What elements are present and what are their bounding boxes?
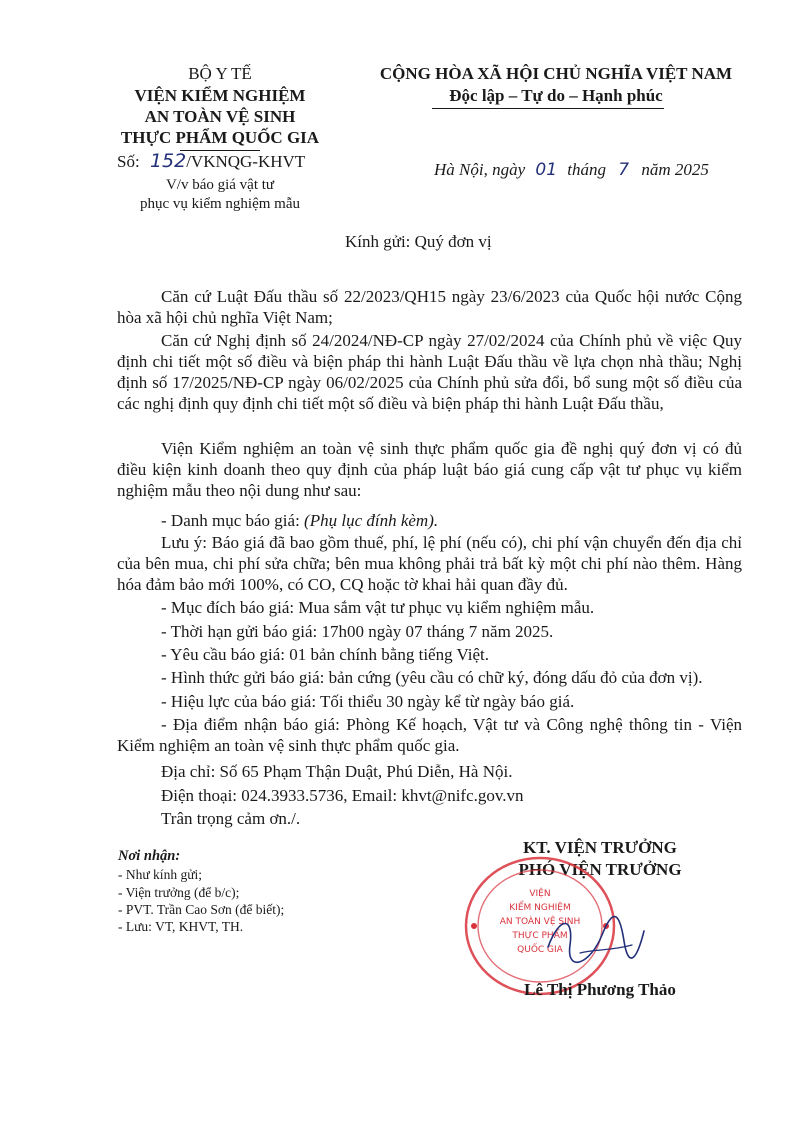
- stamp-text-line: AN TOÀN VỆ SINH: [499, 917, 581, 927]
- paragraph-note: Lưu ý: Báo giá đã bao gồm thuế, phí, lệ phí (nếu có), chi phí vận chuyển đến địa chỉ của bên mua, chi phí sửa chữa; bên mua không phải trả bất kỳ một chi phí nào thêm. Hàng hóa đảm bảo mới 100%, có CO, CQ hoặc tờ khai hải quan đầy đủ.: [117, 533, 742, 594]
- document-number: [117, 150, 305, 172]
- institute-name-line3: THỰC PHẨM QUỐC GIA: [120, 128, 320, 147]
- item-purpose: - Mục đích báo giá: Mua sắm vật tư phục vụ kiểm nghiệm mẫu.: [161, 598, 595, 617]
- motto: Độc lập – Tự do – Hạnh phúc: [449, 86, 663, 105]
- signatory-name: Lê Thị Phương Thảo: [524, 980, 676, 999]
- number-suffix: /VKNQG-KHVT: [186, 152, 306, 171]
- ministry-name: BỘ Y TẾ: [188, 64, 252, 83]
- stamp-text-line: QUỐC GIA: [517, 945, 563, 955]
- date-place: Hà Nội, ngày: [434, 160, 526, 179]
- item-form: - Hình thức gửi báo giá: bản cứng (yêu cầu có chữ ký, đóng dấu đỏ của đơn vị).: [161, 668, 703, 687]
- catalog-label: - Danh mục báo giá:: [161, 511, 300, 530]
- stamp-text-line: KIỂM NGHIỆM: [509, 903, 571, 913]
- date-month-label: tháng: [567, 160, 607, 179]
- number-handwritten: 152: [149, 150, 187, 172]
- recipient-item: - Viện trưởng (để b/c);: [118, 885, 240, 900]
- stamp-text-line: THỰC PHẨM: [512, 931, 568, 941]
- institute-name-line1: VIỆN KIỂM NGHIỆM: [134, 86, 306, 105]
- motto-underline: [432, 108, 664, 109]
- item-location: - Địa điểm nhận báo giá: Phòng Kế hoạch, Vật tư và Công nghệ thông tin - Viện Kiểm nghiệm an toàn vệ sinh thực phẩm quốc gia.: [117, 715, 742, 755]
- closing: Trân trọng cảm ơn./.: [161, 809, 301, 828]
- recipient-item: - Như kính gửi;: [118, 867, 203, 882]
- date-day: 01: [535, 160, 558, 180]
- date-month: 7: [618, 160, 630, 180]
- stamp-star-icon: [471, 923, 477, 929]
- subject-line2: phục vụ kiểm nghiệm mẫu: [140, 196, 300, 212]
- number-prefix: Số:: [117, 152, 140, 171]
- signature-role-line2: PHÓ VIỆN TRƯỞNG: [518, 860, 682, 879]
- salutation: Kính gửi: Quý đơn vị: [345, 232, 492, 251]
- contact-info: Điện thoại: 024.3933.5736, Email: khvt@nifc.gov.vn: [161, 786, 524, 805]
- country-name: CỘNG HÒA XÃ HỘI CHỦ NGHĨA VIỆT NAM: [379, 64, 733, 83]
- signature-role-line1: KT. VIỆN TRƯỞNG: [523, 838, 677, 857]
- institute-name-line2: AN TOÀN VỆ SINH: [144, 107, 296, 126]
- subject-line1: V/v báo giá vật tư: [165, 177, 275, 193]
- recipient-item: - Lưu: VT, KHVT, TH.: [118, 919, 244, 934]
- paragraph-legal-basis-2: Căn cứ Nghị định số 24/2024/NĐ-CP ngày 27/02/2024 của Chính phủ về việc Quy định chi tiết một số điều và biện pháp thi hành Luật Đấu thầu về lựa chọn nhà thầu; Nghị định số 17/2025/NĐ-CP ngày 06/02/2025 của Chính phủ sửa đổi, bổ sung một số điều của các nghị định quy định chi tiết một số điều và biện pháp thi hành Luật Đấu thầu,: [117, 331, 742, 413]
- stamp-text-line: VIỆN: [529, 889, 551, 899]
- address: Địa chỉ: Số 65 Phạm Thận Duật, Phú Diễn, Hà Nội.: [161, 762, 513, 781]
- date-line: [434, 160, 709, 180]
- recipients-title: Nơi nhận:: [118, 848, 181, 864]
- item-deadline: - Thời hạn gửi báo giá: 17h00 ngày 07 tháng 7 năm 2025.: [161, 622, 554, 641]
- date-year: năm 2025: [641, 160, 709, 179]
- catalog-appendix: (Phụ lục đính kèm).: [304, 511, 439, 530]
- item-validity: - Hiệu lực của báo giá: Tối thiểu 30 ngày kể từ ngày báo giá.: [161, 692, 575, 711]
- item-requirement: - Yêu cầu báo giá: 01 bản chính bằng tiếng Việt.: [161, 645, 490, 664]
- list-catalog: [161, 510, 438, 531]
- recipient-item: - PVT. Trần Cao Sơn (để biết);: [118, 902, 285, 917]
- handwritten-signature: [540, 905, 650, 975]
- paragraph-legal-basis-1: Căn cứ Luật Đấu thầu số 22/2023/QH15 ngày 23/6/2023 của Quốc hội nước Cộng hòa xã hội chủ nghĩa Việt Nam;: [117, 287, 742, 327]
- paragraph-request: Viện Kiểm nghiệm an toàn vệ sinh thực phẩm quốc gia đề nghị quý đơn vị có đủ điều kiện kinh doanh theo quy định của pháp luật báo giá cung cấp vật tư phục vụ kiểm nghiệm mẫu theo nội dung như sau:: [117, 439, 742, 500]
